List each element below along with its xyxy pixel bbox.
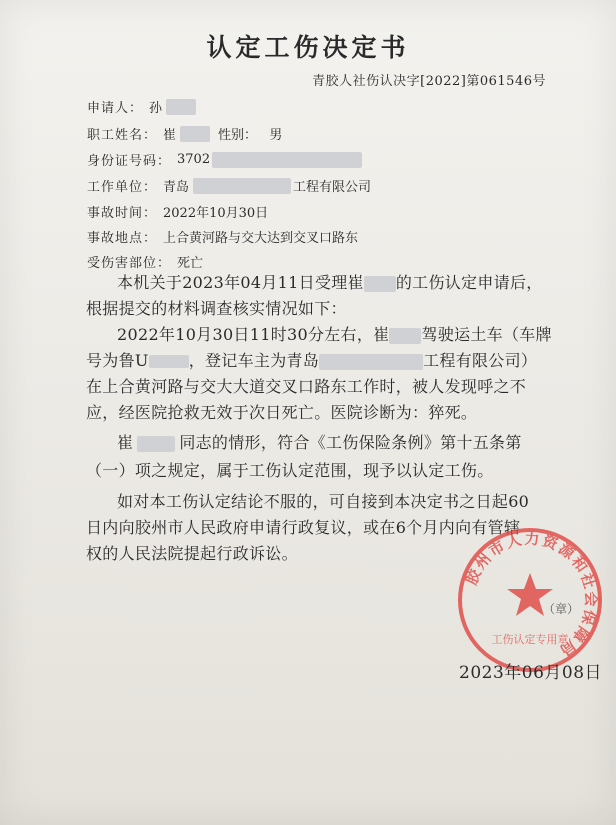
field-accident-time bbox=[87, 202, 268, 221]
field-value: 死亡 bbox=[177, 256, 204, 271]
paragraph-1-line-1: 本机关于2023年04月11日受理崔 的工伤认定申请后， bbox=[117, 273, 543, 292]
paragraph-2-line-4: 应，经医院抢救无效于次日死亡。医院诊断为：猝死。 bbox=[86, 403, 478, 422]
redaction-block bbox=[149, 355, 189, 368]
paragraph-4-line-3: 权的人民法院提起行政诉讼。 bbox=[86, 544, 298, 563]
field-value: 上合黄河路与交大达到交叉口路东 bbox=[163, 231, 359, 246]
field-applicant bbox=[87, 97, 196, 116]
field-value: 崔 bbox=[163, 128, 177, 143]
redaction-block bbox=[137, 436, 175, 452]
stamp-ring-text: 胶州市人力资源和社会保障局 bbox=[462, 529, 601, 661]
paragraph-3-line-2: （一）项之规定，属于工伤认定范围，现予以认定工伤。 bbox=[86, 461, 494, 480]
stamp-inner-text: 工伤认定专用章 bbox=[491, 633, 569, 646]
field-worker-name bbox=[87, 124, 282, 143]
field-label: 受伤害部位： bbox=[87, 256, 172, 271]
field-employer bbox=[87, 176, 371, 195]
field-label: 事故时间： bbox=[87, 206, 158, 221]
paragraph-2-line-3: 在上合黄河路与交大大道交叉口路东工作时，被人发现呼之不 bbox=[86, 377, 527, 396]
field-value: 3702 bbox=[177, 152, 211, 167]
paragraph-2-line-2: 号为鲁U ，登记车主为青岛 工程有限公司） bbox=[86, 351, 538, 370]
field-label: 工作单位： bbox=[87, 180, 158, 195]
paragraph-2-line-1: 2022年10月30日11时30分左右，崔 驾驶运土车（车牌 bbox=[117, 325, 552, 344]
document-number: 青胶人社伤认决字[2022]第061546号 bbox=[312, 74, 546, 89]
field-value: 青岛 bbox=[163, 180, 190, 195]
field-label: 身份证号码： bbox=[87, 154, 172, 169]
field-value: 2022年10月30日 bbox=[163, 206, 269, 221]
field-id-number bbox=[87, 150, 362, 169]
redaction-block bbox=[212, 152, 362, 168]
redaction-block bbox=[180, 126, 210, 142]
stamp-chapter-label: （章） bbox=[542, 602, 580, 616]
document-title: 认定工伤决定书 bbox=[206, 33, 410, 62]
paragraph-4-line-1: 如对本工伤认定结论不服的，可自接到本决定书之日起60 bbox=[117, 492, 530, 511]
field-gender: 性别： 男 bbox=[218, 128, 283, 143]
redaction-block bbox=[364, 276, 396, 292]
field-label: 职工姓名： bbox=[87, 128, 158, 143]
redaction-block bbox=[166, 99, 196, 115]
redaction-block bbox=[319, 354, 423, 370]
signature-date: 2023年06月08日 bbox=[459, 663, 603, 683]
paragraph-1-line-2: 根据提交的材料调查核实情况如下： bbox=[86, 299, 347, 318]
field-injured-part bbox=[87, 252, 203, 271]
paragraph-3-line-1: 崔 同志的情形，符合《工伤保险条例》第十五条第 bbox=[117, 433, 522, 452]
field-value: 孙 bbox=[149, 101, 163, 116]
official-seal-stamp bbox=[455, 525, 605, 675]
paragraph-4-line-2: 日内向胶州市人民政府申请行政复议，或在6个月内向有管辖 bbox=[86, 518, 521, 537]
redaction-block bbox=[193, 178, 291, 194]
field-accident-location bbox=[87, 227, 358, 246]
redaction-block bbox=[389, 328, 421, 344]
field-label: 事故地点： bbox=[87, 231, 158, 246]
field-value-suffix: 工程有限公司 bbox=[293, 180, 372, 195]
field-label: 申请人： bbox=[87, 101, 144, 116]
